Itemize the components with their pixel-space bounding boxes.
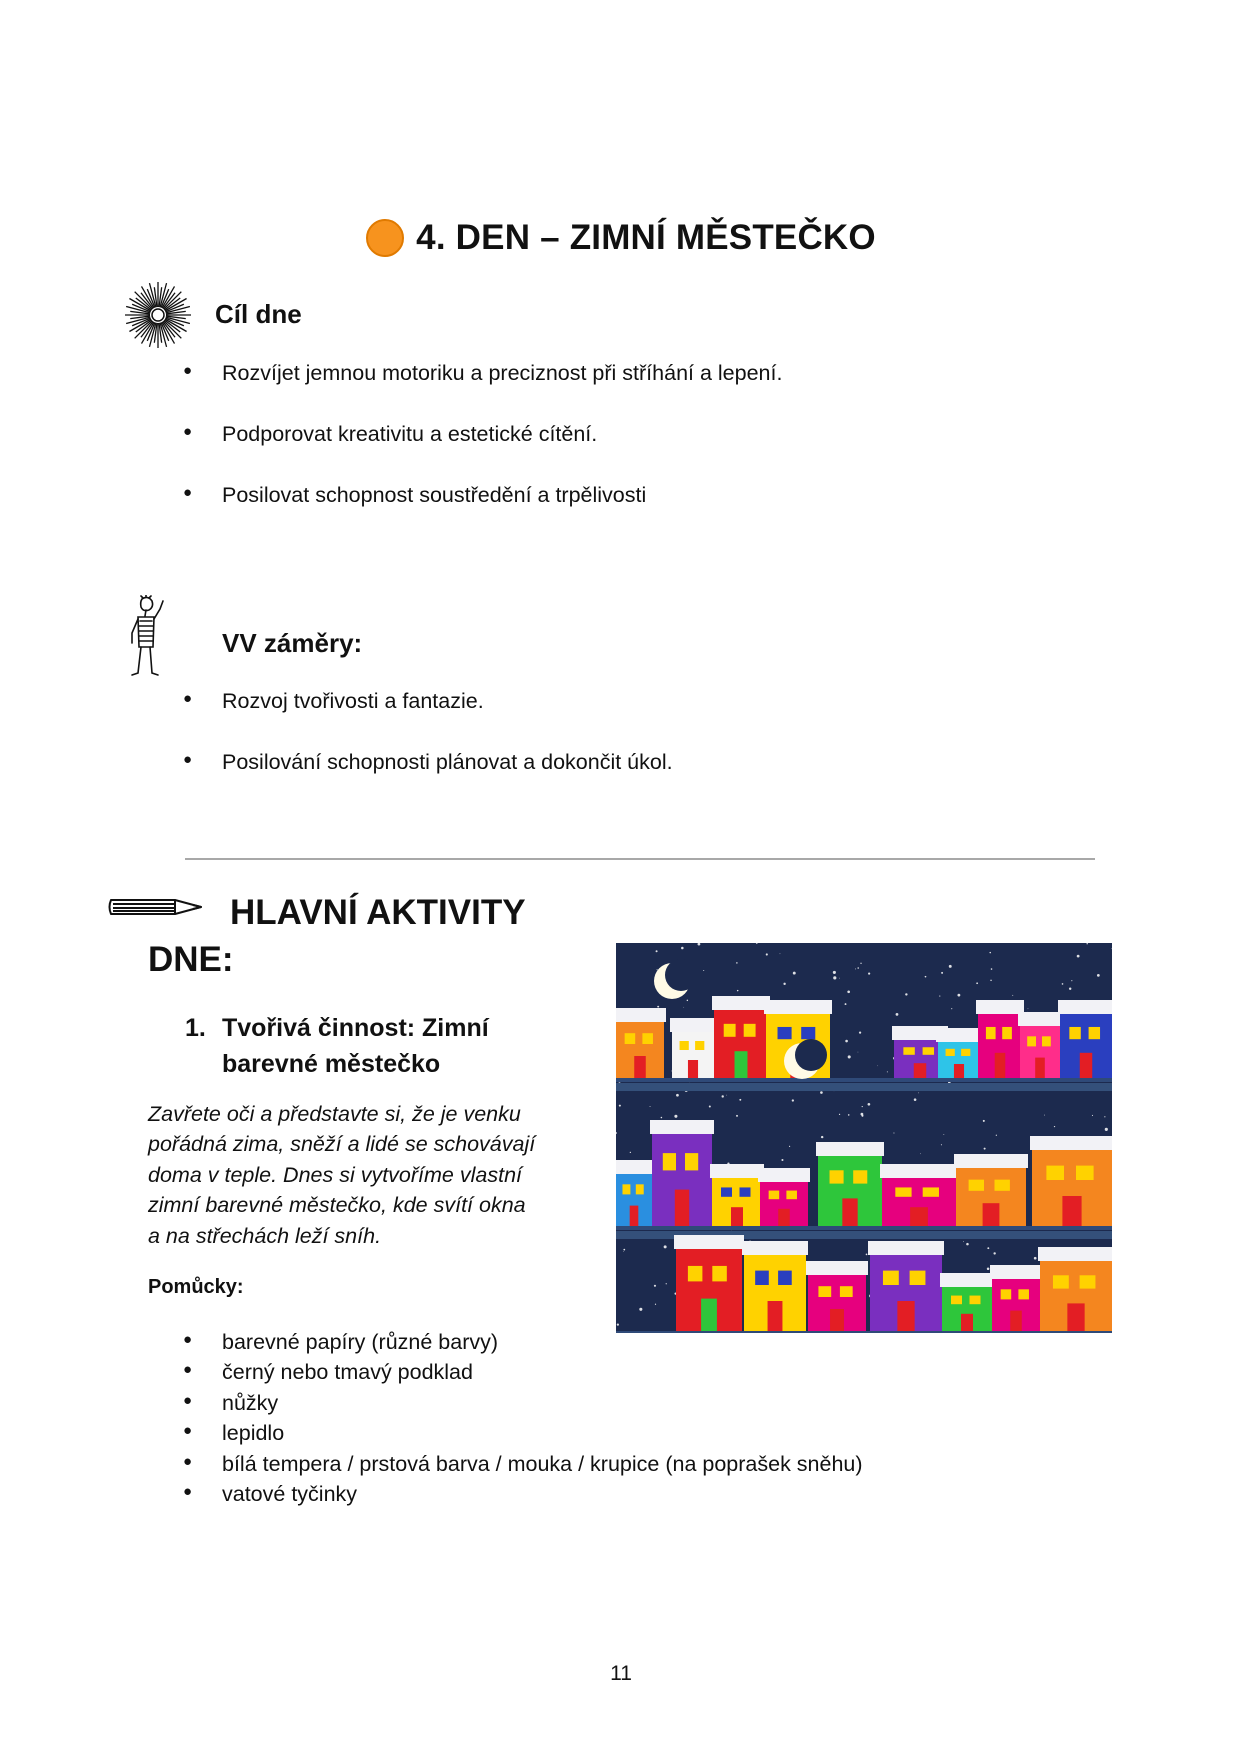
tools-list [222,1330,863,1512]
list-item: ● vatové tyčinky [222,1482,863,1512]
intro-line: pořádná zima, sněží a lidé se schovávají [148,1132,536,1157]
activity-title-line: barevné městečko [222,1050,441,1078]
intro-line: Zavřete oči a představte si, že je venku [148,1102,521,1126]
list-item: ● Posilovat schopnost soustředění a trpělivosti [222,483,782,544]
activity-title-line: Tvořivá činnost: Zimní [222,1014,489,1042]
goal-list [222,361,782,544]
intro-line: a na střechách leží sníh. [148,1223,382,1248]
list-item: ● černý nebo tmavý podklad [222,1360,863,1390]
intro-line: zimní barevné městečko, kde svítí okna [148,1193,526,1218]
goal-heading: Cíl dne [215,299,302,329]
vv-list [222,689,673,811]
intro-text [148,1099,598,1251]
starburst-icon [122,282,194,348]
list-item: ● barevné papíry (různé barvy) [222,1330,863,1360]
list-item: ● Rozvoj tvořivosti a fantazie. [222,689,673,750]
section-divider [185,858,1095,860]
list-item: ● Podporovat kreativitu a estetické cítění. [222,422,782,483]
title-row [0,218,1242,262]
activities-heading-2: DNE: [148,940,234,979]
list-item: ● Posilování schopnosti plánovat a dokončit úkol. [222,750,673,811]
intro-line: doma v teple. Dnes si vytvoříme vlastní [148,1162,523,1187]
list-item: ● Rozvíjet jemnou motoriku a preciznost při stříhání a lepení. [222,361,782,422]
list-item: ● lepidlo [222,1421,863,1451]
tools-heading: Pomůcky: [148,1276,244,1298]
list-item: ● nůžky [222,1391,863,1421]
orange-circle-icon [366,219,404,257]
winter-town-photo [616,943,1112,1333]
drawn-figure-icon [126,595,168,679]
page-number: 11 [610,1662,632,1685]
pencil-icon [107,890,207,930]
list-item: ● bílá tempera / prstová barva / mouka / krupice (na poprašek sněhu) [222,1452,863,1482]
page-title [366,218,876,258]
page-title-text: 4. DEN – ZIMNÍ MĚSTEČKO [416,218,876,257]
vv-heading: VV záměry: [222,628,363,658]
activity-title [222,1010,489,1082]
activity-number: 1. [185,1014,206,1042]
activities-heading: HLAVNÍ AKTIVITY [230,893,526,932]
